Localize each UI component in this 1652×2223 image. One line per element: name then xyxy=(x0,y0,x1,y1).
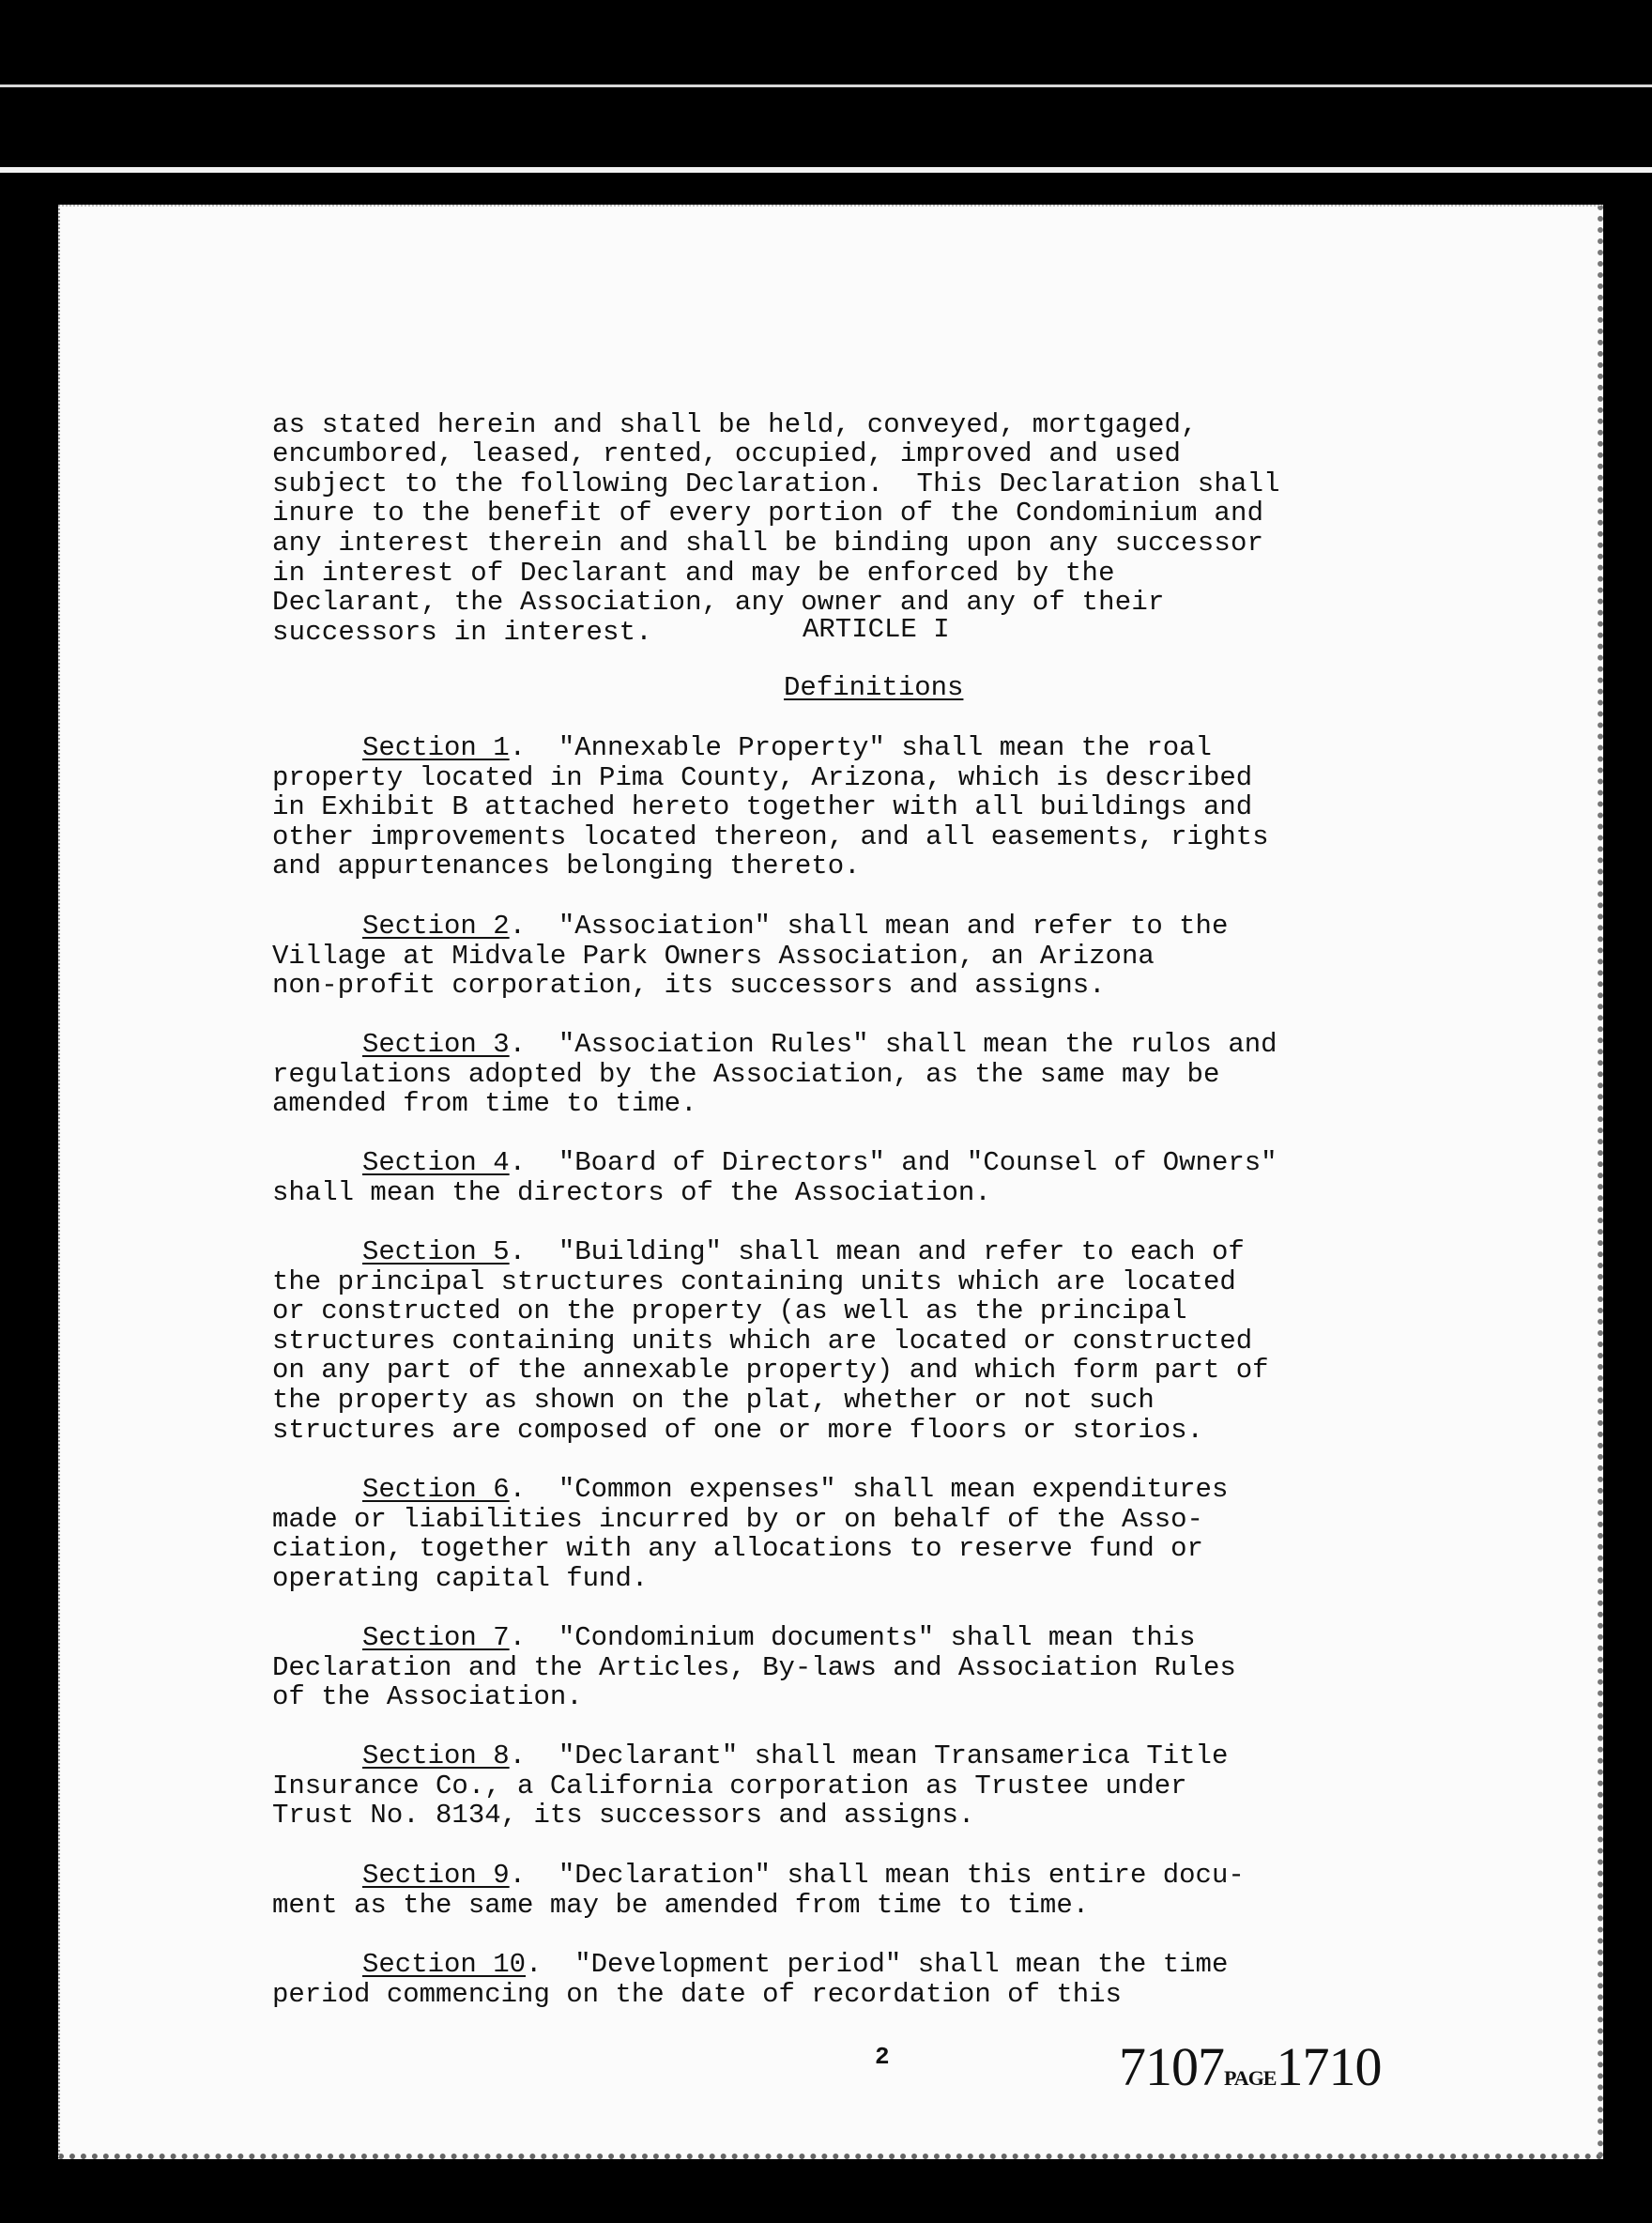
section-line: . "Association Rules" shall mean the rulos and xyxy=(509,1029,1277,1060)
scan-edge-line-lower xyxy=(0,167,1652,173)
intro-line: any interest therein and shall be binding upon any successor xyxy=(272,527,1264,559)
section-line: of the Association. xyxy=(272,1681,583,1713)
intro-line: Declarant, the Association, any owner and any of their xyxy=(272,587,1165,619)
section-label xyxy=(272,1740,510,1771)
section-line: the property as shown on the plat, whether or not such xyxy=(272,1384,1155,1416)
section-line: . "Declaration" shall mean this entire docu- xyxy=(509,1860,1245,1891)
intro-line: as stated herein and shall be held, conveyed, mortgaged, xyxy=(272,408,1198,440)
section-line: in Exhibit B attached hereto together with all buildings and xyxy=(272,791,1253,823)
section-1 xyxy=(272,733,1436,882)
intro-paragraph xyxy=(272,380,1436,647)
section-line: Trust No. 8134, its successors and assigns. xyxy=(272,1800,975,1832)
section-10 xyxy=(272,1950,1436,2009)
section-7 xyxy=(272,1623,1436,1712)
section-line: . "Annexable Property" shall mean the roal xyxy=(509,732,1212,763)
section-8 xyxy=(272,1741,1436,1831)
article-heading: ARTICLE I xyxy=(803,614,950,645)
section-9-label: Section 9 xyxy=(362,1860,510,1891)
section-line: on any part of the annexable property) and which form part of xyxy=(272,1355,1269,1387)
section-line: or constructed on the property (as well as the principal xyxy=(272,1295,1187,1327)
section-8-label: Section 8 xyxy=(362,1740,510,1771)
section-line: regulations adopted by the Association, as the same may be xyxy=(272,1058,1220,1090)
section-line: operating capital fund. xyxy=(272,1562,649,1594)
section-label xyxy=(272,1949,526,1980)
section-label xyxy=(272,1236,510,1267)
intro-line: encumbored, leased, rented, occupied, improved and used xyxy=(272,438,1182,470)
section-line: Village at Midvale Park Owners Association, an Arizona xyxy=(272,940,1155,972)
section-line: . "Board of Directors" and "Counsel of Owners" xyxy=(509,1147,1277,1178)
section-2-label: Section 2 xyxy=(362,911,510,942)
section-line: . "Building" shall mean and refer to each of xyxy=(509,1236,1245,1267)
definitions-heading: Definitions xyxy=(784,672,964,703)
section-10-label: Section 10 xyxy=(362,1949,527,1980)
section-line: shall mean the directors of the Association. xyxy=(272,1176,991,1208)
section-line: . "Declarant" shall mean Transamerica Title xyxy=(509,1740,1229,1771)
section-line: ment as the same may be amended from time to time. xyxy=(272,1889,1090,1921)
section-9 xyxy=(272,1861,1436,1920)
section-1-label: Section 1 xyxy=(362,732,510,763)
section-line: non-profit corporation, its successors and assigns. xyxy=(272,970,1106,1002)
section-3-label: Section 3 xyxy=(362,1029,510,1060)
page-word: PAGE xyxy=(1224,2066,1277,2090)
intro-line: successors in interest. xyxy=(272,616,652,648)
section-line: . "Development period" shall mean the time xyxy=(526,1949,1229,1980)
section-label xyxy=(272,1622,510,1653)
section-6-label: Section 6 xyxy=(362,1474,510,1505)
section-3 xyxy=(272,1030,1436,1119)
intro-line: subject to the following Declaration. This Declaration shall xyxy=(272,468,1280,499)
section-line: amended from time to time. xyxy=(272,1088,697,1120)
page-number: 2 xyxy=(875,2043,890,2071)
section-line: . "Association" shall mean and refer to the xyxy=(509,911,1229,942)
section-5-label: Section 5 xyxy=(362,1236,510,1267)
section-label xyxy=(272,1147,510,1178)
section-line: structures containing units which are located or constructed xyxy=(272,1325,1253,1357)
section-line: property located in Pima County, Arizona, which is described xyxy=(272,761,1253,793)
section-label xyxy=(272,911,510,942)
section-5 xyxy=(272,1237,1436,1445)
section-line: and appurtenances belonging thereto. xyxy=(272,851,861,882)
section-label xyxy=(272,732,510,763)
intro-line: inure to the benefit of every portion of the Condominium and xyxy=(272,498,1264,529)
section-line: . "Common expenses" shall mean expenditures xyxy=(509,1474,1229,1505)
recorded-page-number: 1710 xyxy=(1276,2036,1382,2097)
section-line: . "Condominium documents" shall mean this xyxy=(509,1622,1196,1653)
section-2 xyxy=(272,912,1436,1001)
section-line: Declaration and the Articles, By-laws and Association Rules xyxy=(272,1651,1236,1683)
section-6 xyxy=(272,1475,1436,1593)
section-line: structures are composed of one or more floors or storios. xyxy=(272,1414,1203,1446)
section-line: other improvements located thereon, and all easements, rights xyxy=(272,820,1269,852)
intro-line: in interest of Declarant and may be enforced by the xyxy=(272,557,1115,589)
section-line: the principal structures containing units which are located xyxy=(272,1265,1236,1297)
section-7-label: Section 7 xyxy=(362,1622,510,1653)
section-line: period commencing on the date of recordation of this xyxy=(272,1978,1122,2010)
scan-edge-line xyxy=(0,84,1652,87)
section-label xyxy=(272,1860,510,1891)
section-4 xyxy=(272,1148,1436,1207)
recording-stamp xyxy=(1119,2035,1381,2098)
section-line: ciation, together with any allocations to reserve fund or xyxy=(272,1533,1203,1565)
docket-number: 7107 xyxy=(1119,2036,1224,2097)
section-line: made or liabilities incurred by or on behalf of the Asso- xyxy=(272,1503,1203,1535)
section-4-label: Section 4 xyxy=(362,1147,510,1178)
section-line: Insurance Co., a California corporation as Trustee under xyxy=(272,1770,1187,1801)
section-label xyxy=(272,1029,510,1060)
section-label xyxy=(272,1474,510,1505)
